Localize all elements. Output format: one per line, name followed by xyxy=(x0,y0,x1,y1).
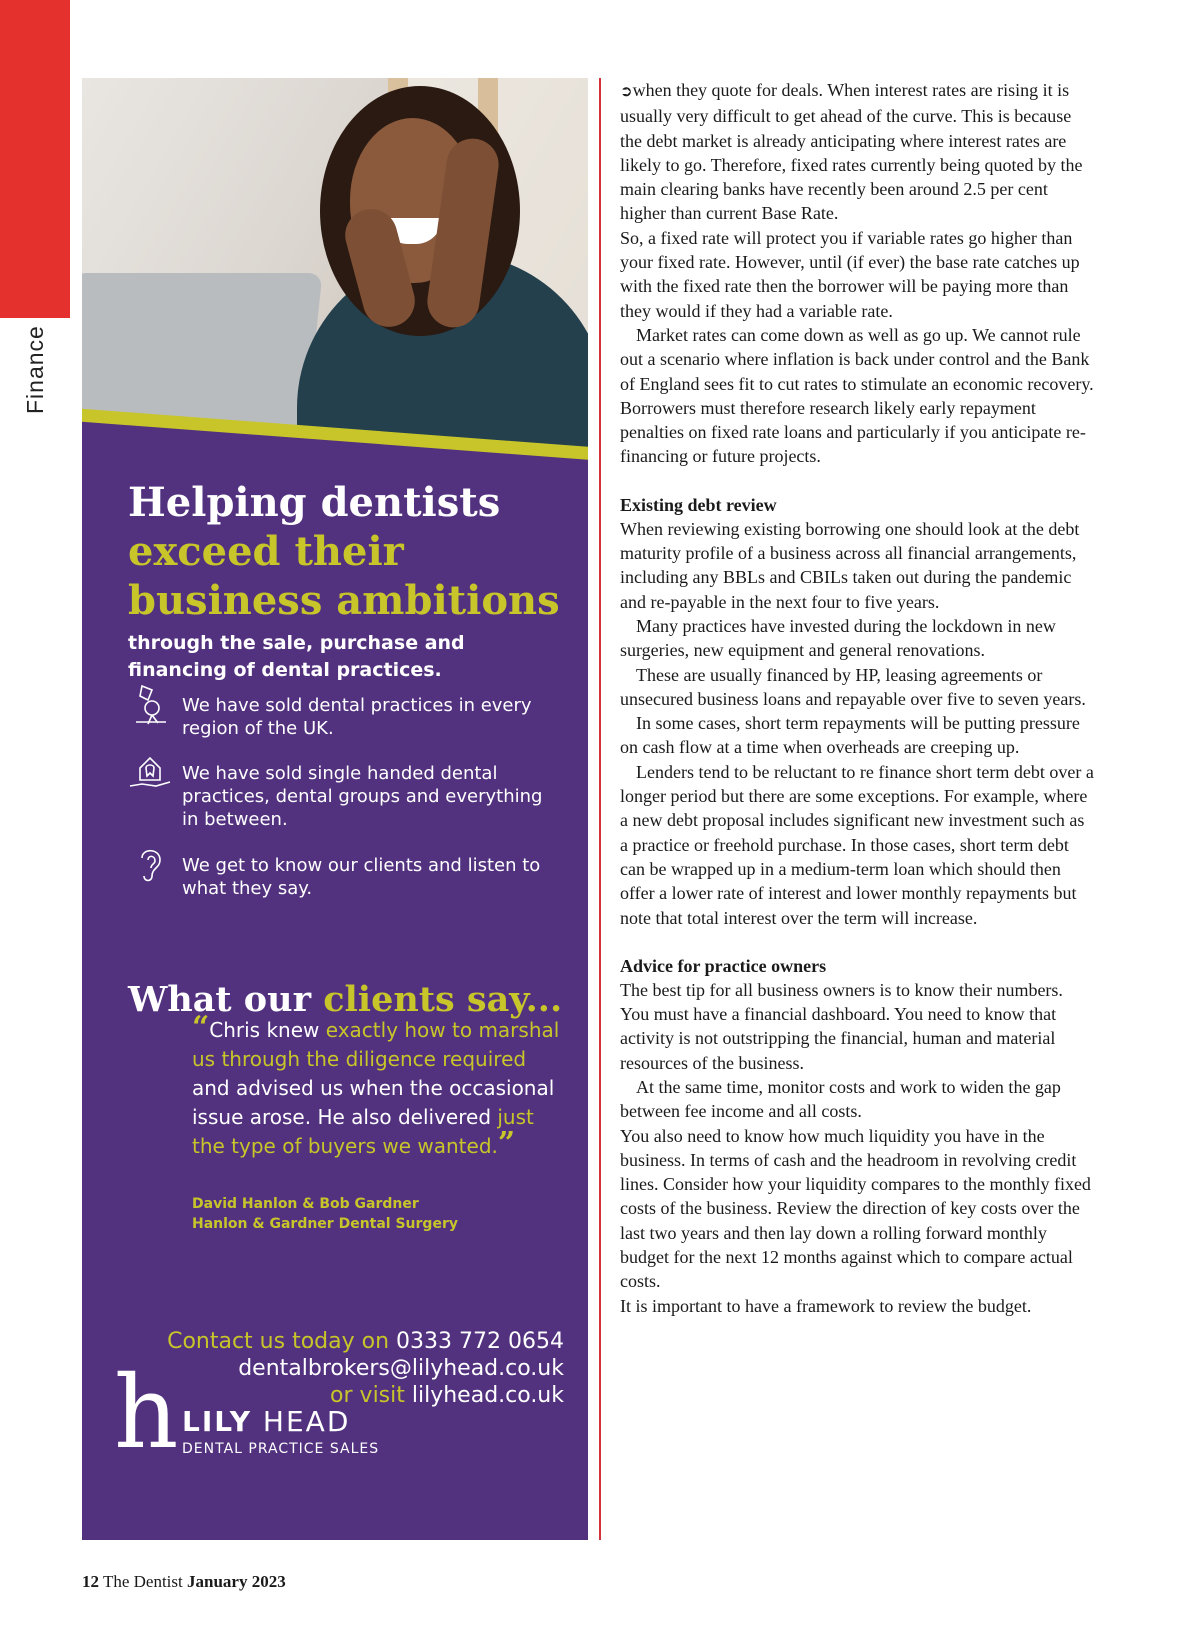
section-label-text: Finance xyxy=(22,325,48,414)
section-color-tab xyxy=(0,0,70,318)
contact-website: lilyhead.co.uk xyxy=(411,1383,564,1408)
page-number: 12 xyxy=(82,1572,99,1591)
issue-date: January 2023 xyxy=(187,1572,286,1591)
page-footer xyxy=(82,1572,286,1592)
section-heading: Existing debt review xyxy=(620,494,777,515)
logo-name: LILY HEAD xyxy=(182,1405,351,1438)
clients-title-yellow: clients say... xyxy=(323,979,563,1020)
author-names: David Hanlon & Bob Gardner xyxy=(192,1196,419,1212)
close-quote-mark: ” xyxy=(497,1126,516,1161)
advert-headline xyxy=(128,478,568,625)
contact-phone: 0333 772 0654 xyxy=(396,1329,564,1354)
contact-email: dentalbrokers@lilyhead.co.uk xyxy=(238,1356,564,1381)
quote-highlight: exactly how to marshal us through the diligence required xyxy=(192,1018,560,1071)
lily-head-advert xyxy=(82,78,588,1540)
quote-part: Chris knew xyxy=(209,1018,326,1042)
article-paragraph: It is important to have a framework to review the budget. xyxy=(620,1295,1032,1316)
feature-text: We get to know our clients and listen to what they say. xyxy=(182,855,541,899)
advert-photo xyxy=(82,78,588,458)
publication-name: The Dentist xyxy=(102,1572,183,1591)
advert-subheadline: through the sale, purchase and financing of dental practices. xyxy=(128,632,465,681)
logo-letter: h xyxy=(114,1354,179,1471)
contact-prefix: Contact us today on xyxy=(167,1329,397,1354)
article-paragraph: Market rates can come down as well as go up. We cannot rule out a scenario where inflation is back under control and the Bank of England sees fit to cut rates to stimulate an economic recovery. Borrowers must therefore research likely early repayment penalties on fixed rate loans and particularly if you anticipate re-financing or future projects. xyxy=(620,324,1094,467)
headline-yellow-1: exceed their xyxy=(128,528,404,575)
article-paragraph: Lenders tend to be reluctant to re finance short term debt over a longer period but there are some exceptions. For example, where a new debt proposal includes significant new investment such as a practice or freehold purchase. In those cases, short term debt can be wrapped up in a medium-term loan which should then offer a lower rate of interest and lower monthly repayments but note that total interest over the term will increase. xyxy=(620,761,1094,928)
headline-white: Helping dentists xyxy=(128,479,501,526)
author-practice: Hanlon & Gardner Dental Surgery xyxy=(192,1216,458,1232)
article-paragraph: At the same time, monitor costs and work to widen the gap between fee income and all costs. xyxy=(620,1076,1061,1122)
article-paragraph: Many practices have invested during the lockdown in new surgeries, new equipment and general renovations. xyxy=(620,615,1056,661)
article-paragraph: ➲when they quote for deals. When interest rates are rising it is usually very difficult to get ahead of the curve. This is because the debt market is already anticipating where interest rates are likely to go. Therefore, fixed rates currently being quoted by the main clearing banks have recently been around 2.5 per cent higher than current Base Rate. xyxy=(620,80,1083,224)
article-paragraph: When reviewing existing borrowing one should look at the debt maturity profile of a business across all financial arrangements, including any BBLs and CBILs taken out during the pandemic and re-payable in the next four to five years. xyxy=(620,518,1080,612)
clients-title-white: What our xyxy=(128,979,312,1020)
quote-part: and advised us when the occasional issue arose. He also delivered xyxy=(192,1076,555,1129)
article-paragraph: The best tip for all business owners is to know their numbers. You must have a financial dashboard. You need to know that activity is not outstripping the financial, human and material resources of the business. xyxy=(620,979,1063,1073)
article-paragraph: You also need to know how much liquidity you have in the business. In terms of cash and the headroom in revolving credit lines. Consider how your liquidity compares to the monthly fixed costs of the business. Review the direction of key costs over the last two years and then lay down a rolling forward monthly budget for the next 12 months against which to compare actual costs. xyxy=(620,1125,1091,1292)
testimonial-author xyxy=(192,1194,562,1234)
client-testimonial xyxy=(192,1010,562,1161)
logo-tagline: DENTAL PRACTICE SALES xyxy=(182,1441,380,1457)
quote-highlight: just the type of buyers we wanted. xyxy=(192,1105,534,1158)
continued-marker: ➲ xyxy=(620,84,633,100)
section-heading: Advice for practice owners xyxy=(620,955,827,976)
article-paragraph: So, a fixed rate will protect you if variable rates go higher than your fixed rate. However, until (if ever) the base rate catches up with the fixed rate then the borrower will be paying more than they would if they had a variable rate. xyxy=(620,227,1080,321)
feature-text: We have sold single handed dental practices, dental groups and everything in between. xyxy=(182,763,543,830)
map-pin-icon xyxy=(128,682,172,726)
article-column xyxy=(620,78,1095,1318)
tooth-house-hand-icon xyxy=(128,750,172,794)
feature-text: We have sold dental practices in every region of the UK. xyxy=(182,695,532,739)
column-divider xyxy=(599,78,601,1540)
ear-icon xyxy=(128,842,172,886)
open-quote-mark: “ xyxy=(192,1010,210,1045)
visit-prefix: or visit xyxy=(330,1383,412,1408)
article-paragraph: These are usually financed by HP, leasing agreements or unsecured business loans and repayable over five to seven years. xyxy=(620,664,1086,709)
headline-yellow-2: business ambitions xyxy=(128,577,560,624)
article-paragraph: In some cases, short term repayments will be putting pressure on cash flow at a time when overheads are creeping up. xyxy=(620,713,1080,758)
